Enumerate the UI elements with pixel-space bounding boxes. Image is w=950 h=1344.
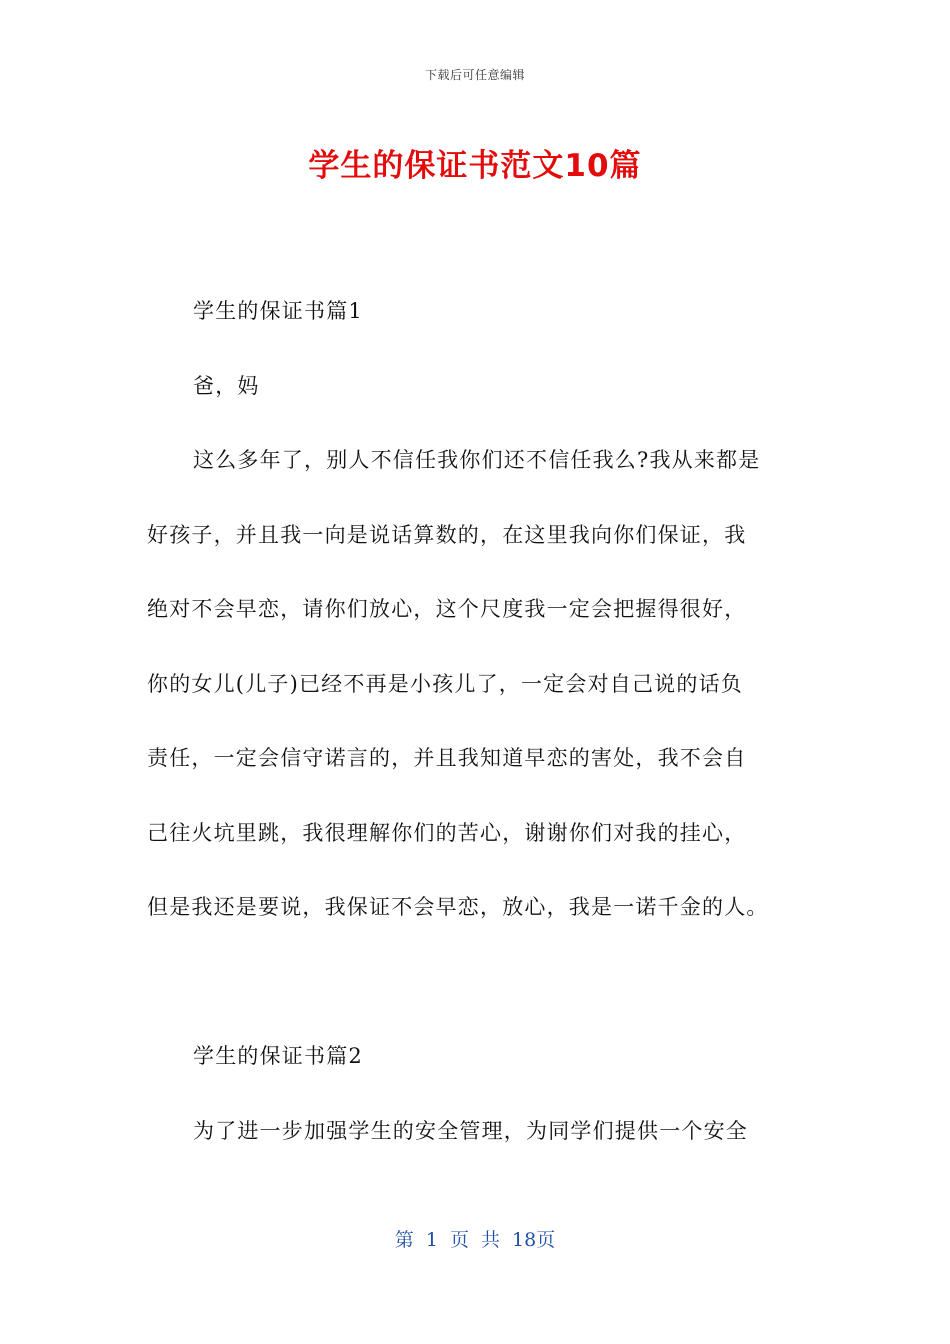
paragraph-line: 责任，一定会信守诺言的，并且我知道早恋的害处，我不会自 <box>147 746 747 770</box>
section-heading: 学生的保证书篇2 <box>193 1044 363 1068</box>
salutation: 爸，妈 <box>193 373 260 398</box>
page-number: 第 1 页 共 18页 <box>394 1229 556 1251</box>
section-heading: 学生的保证书篇1 <box>193 299 363 323</box>
paragraph-line: 你的女儿(儿子)已经不再是小孩儿了，一定会对自己说的话负 <box>147 671 743 696</box>
document-title: 学生的保证书范文10篇 <box>308 148 642 184</box>
paragraph-line: 己往火坑里跳，我很理解你们的苦心，谢谢你们对我的挂心， <box>147 820 747 845</box>
paragraph-line: 好孩子，并且我一向是说话算数的，在这里我向你们保证，我 <box>147 522 747 547</box>
header-note: 下载后可任意编辑 <box>424 68 525 82</box>
paragraph-line: 为了进一步加强学生的安全管理，为同学们提供一个安全 <box>193 1118 748 1143</box>
section-gap <box>147 945 807 1020</box>
document-body <box>147 274 807 1168</box>
paragraph-line: 这么多年了，别人不信任我你们还不信任我么?我从来都是 <box>193 448 761 472</box>
paragraph-line: 但是我还是要说，我保证不会早恋，放心，我是一诺千金的人。 <box>147 895 769 919</box>
paragraph-line: 绝对不会早恋，请你们放心，这个尺度我一定会把握得很好， <box>147 597 747 621</box>
